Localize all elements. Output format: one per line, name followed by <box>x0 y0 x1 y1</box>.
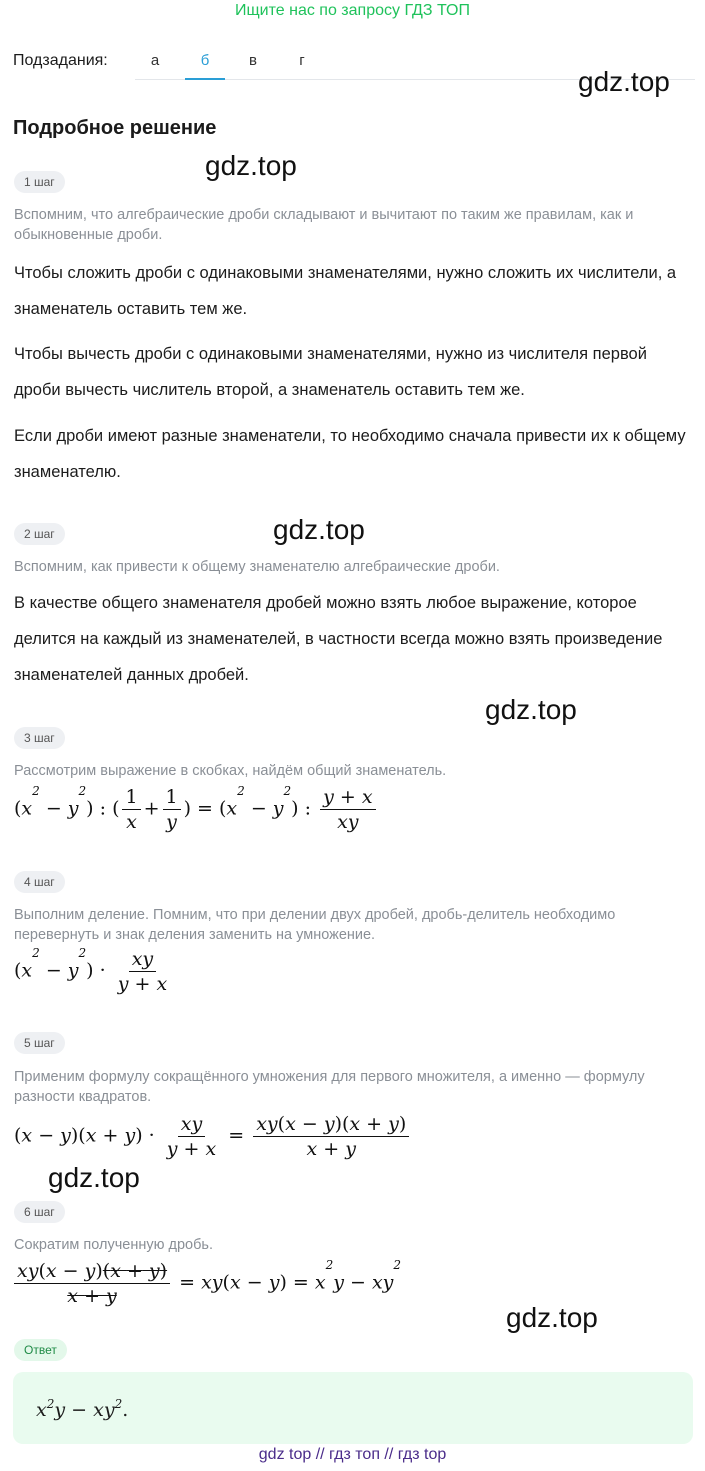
watermark: gdz.top <box>506 1302 598 1333</box>
watermark: gdz.top <box>273 514 365 545</box>
step-hint: Вспомним, как привести к общему знаменателю алгебраические дроби. <box>14 559 500 575</box>
subtasks-label: Подзадания: <box>13 52 108 69</box>
step-hint: Вспомним, что алгебраические дроби складывают и вычитают по таким же правилам, как и обыкновенные дроби. <box>14 207 634 243</box>
step-hint: Сократим полученную дробь. <box>14 1237 213 1253</box>
tab-g[interactable]: г <box>299 52 305 69</box>
step-badge: 6 шаг <box>14 1201 65 1223</box>
formula-step-5: (x − y)(x + y) · $\frac{xy}{y + x}$ = $\frac{xy(x - y)(x + y)}{x + y}$ <box>14 1113 412 1160</box>
active-tab-indicator <box>185 78 225 80</box>
step-badge: 4 шаг <box>14 871 65 893</box>
step-hint: Рассмотрим выражение в скобках, найдём общий знаменатель. <box>14 763 447 779</box>
answer-badge: Ответ <box>14 1339 67 1361</box>
step-hint: Выполним деление. Помним, что при делении двух дробей, дробь-делитель необходимо перевернуть и знак деления заменить на умножение. <box>14 907 616 943</box>
answer-formula: $x^2y - xy^2$. <box>36 1397 129 1421</box>
step-badge: 3 шаг <box>14 727 65 749</box>
step-paragraph: Если дроби имеют разные знаменатели, то необходимо сначала привести их к общему знаменателю. <box>14 427 686 481</box>
watermark: gdz.top <box>205 150 297 181</box>
tab-a[interactable]: а <box>150 52 160 69</box>
step-paragraph: Чтобы сложить дроби с одинаковыми знаменателями, нужно сложить их числители, а знаменатель оставить тем же. <box>14 264 677 318</box>
tab-b[interactable]: б <box>200 52 210 69</box>
step-hint: Применим формулу сокращённого умножения для первого множителя, а именно — формулу разности квадратов. <box>14 1069 645 1105</box>
step-paragraph: Чтобы вычесть дроби с одинаковыми знаменателями, нужно из числителя первой дроби вычесть числитель второй, а знаменатель оставить тем же. <box>14 345 647 399</box>
formula-step-6: $\frac{xy(x - y)(x + y)}{x + y}$ = $xy(x - y) = x^2y - xy^2$ <box>14 1260 401 1307</box>
watermark: gdz.top <box>48 1162 140 1193</box>
watermark: gdz.top <box>485 694 577 725</box>
step-paragraph: В качестве общего знаменателя дробей можно взять любое выражение, которое делится на каждый из знаменателей, в частности всегда можно взять произведение знаменателей данных дробей. <box>14 594 663 684</box>
footer-links[interactable]: gdz top // гдз топ // гдз top <box>258 1446 447 1463</box>
section-heading: Подробное решение <box>13 117 217 139</box>
watermark: gdz.top <box>578 66 670 97</box>
step-badge: 5 шаг <box>14 1032 65 1054</box>
step-badge: 1 шаг <box>14 171 65 193</box>
tab-v[interactable]: в <box>249 52 257 69</box>
formula-step-4: $(x^2 - y^2)$ · $\frac{xy}{y + x}$ <box>14 946 168 995</box>
formula-step-3: $(x^2 - y^2)$ : ( $\frac{1}{x}$ + $\frac{1}{y}$ ) = $(x^2 - y^2)$ : $\frac{y + x}{xy}$ <box>14 786 379 833</box>
step-badge: 2 шаг <box>14 523 65 545</box>
search-banner[interactable]: Ищите нас по запросу ГДЗ ТОП <box>235 2 470 19</box>
